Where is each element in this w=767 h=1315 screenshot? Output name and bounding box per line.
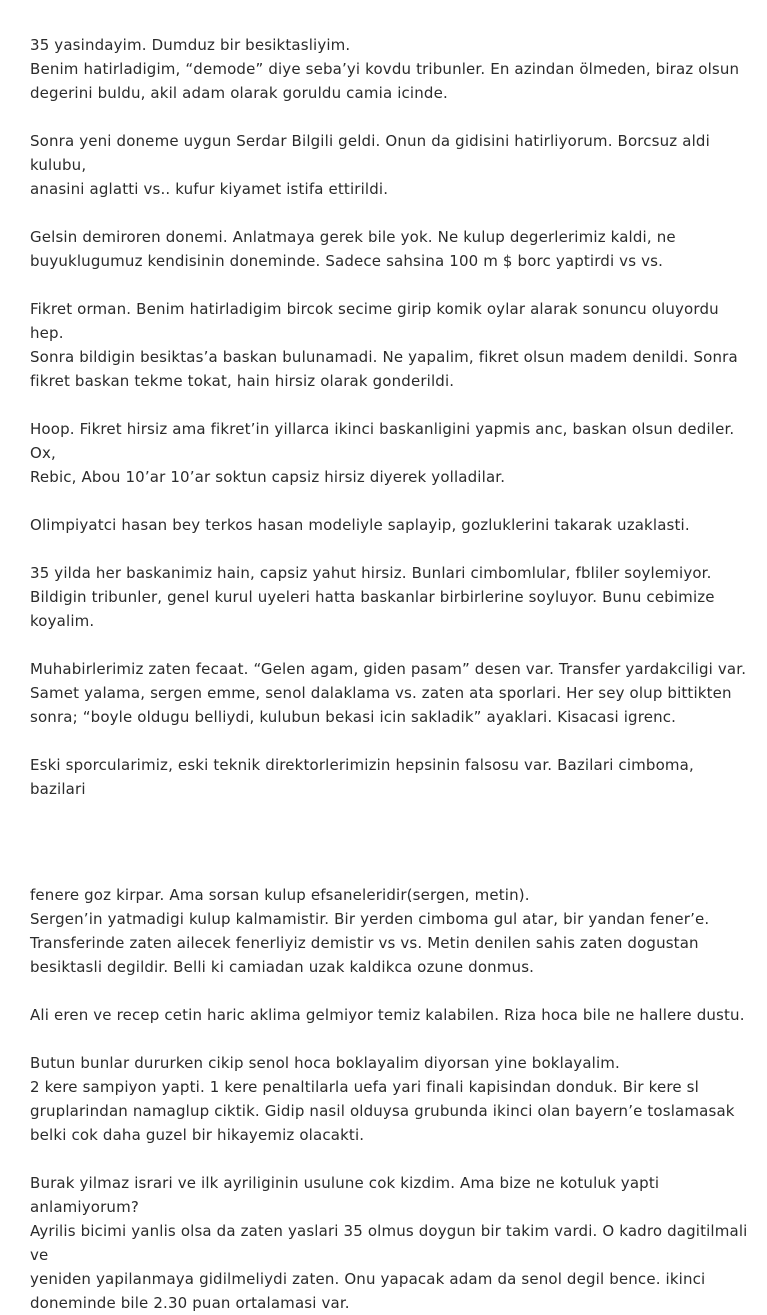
paragraph-9: Eski sporcularimiz, eski teknik direktorlerimizin hepsinin falsosu var. Bazilari cimboma, bazilari — [30, 756, 694, 798]
document-body — [30, 33, 750, 1315]
paragraph-5: Hoop. Fikret hirsiz ama fikret’in yillarca ikinci baskanligini yapmis anc, baskan olsun dediler. Ox, Rebic, Abou 10’ar 10’ar soktun capsiz hirsiz diyerek yolladilar. — [30, 420, 735, 486]
page-break-gap — [30, 801, 750, 883]
paragraph-gap — [30, 273, 750, 297]
paragraph-gap — [30, 489, 750, 513]
paragraph-gap — [30, 633, 750, 657]
paragraph-10: fenere goz kirpar. Ama sorsan kulup efsaneleridir(sergen, metin). Sergen’in yatmadigi kulup kalmamistir. Bir yerden cimboma gul atar, bir yandan fener’e. Transferinde zaten ailecek fenerliyiz demistir vs vs. Metin denilen sahis zaten dogustan besiktasli degildir. Belli ki camiadan uzak kaldikca ozune donmus. — [30, 886, 710, 976]
paragraph-6: Olimpiyatci hasan bey terkos hasan modeliyle saplayip, gozluklerini takarak uzaklasti. — [30, 516, 690, 534]
paragraph-gap — [30, 729, 750, 753]
paragraph-gap — [30, 1027, 750, 1051]
paragraph-gap — [30, 1147, 750, 1171]
paragraph-2: Sonra yeni doneme uygun Serdar Bilgili geldi. Onun da gidisini hatirliyorum. Borcsuz aldi kulubu, anasini aglatti vs.. kufur kiyamet istifa ettirildi. — [30, 132, 710, 198]
paragraph-gap — [30, 201, 750, 225]
paragraph-gap — [30, 105, 750, 129]
paragraph-1: 35 yasindayim. Dumduz bir besiktasliyim. Benim hatirladigim, “demode” diye seba’yi kovdu tribunler. En azindan ölmeden, biraz olsun degerini buldu, akil adam olarak goruldu camia icinde. — [30, 36, 740, 102]
paragraph-7: 35 yilda her baskanimiz hain, capsiz yahut hirsiz. Bunlari cimbomlular, fbliler soylemiyor. Bildigin tribunler, genel kurul uyeleri hatta baskanlar birbirlerine soyluyor. Bunu cebimize koyalim. — [30, 564, 715, 630]
paragraph-13: Burak yilmaz israri ve ilk ayriliginin usulune cok kizdim. Ama bize ne kotuluk yapti anlamiyorum? Ayrilis bicimi yanlis olsa da zaten yaslari 35 olmus doygun bir takim vardi. O kadro dagitilmali ve yeniden yapilanmaya gidilmeliydi zaten. Onu yapacak adam da senol degil bence. ikinci doneminde bile 2.30 puan ortalamasi var. — [30, 1174, 748, 1312]
paragraph-12: Butun bunlar dururken cikip senol hoca boklayalim diyorsan yine boklayalim. 2 kere sampiyon yapti. 1 kere penaltilarla uefa yari finali kapisindan donduk. Bir kere sl gruplarindan namaglup ciktik. Gidip nasil olduysa grubunda ikinci olan bayern’e toslamasak belki cok daha guzel bir hikayemiz olacakti. — [30, 1054, 735, 1144]
paragraph-4: Fikret orman. Benim hatirladigim bircok secime girip komik oylar alarak sonuncu oluyordu hep. Sonra bildigin besiktas’a baskan bulunamadi. Ne yapalim, fikret olsun madem denildi. Sonra fikret baskan tekme tokat, hain hirsiz olarak gonderildi. — [30, 300, 738, 390]
paragraph-gap — [30, 979, 750, 1003]
paragraph-3: Gelsin demiroren donemi. Anlatmaya gerek bile yok. Ne kulup degerlerimiz kaldi, ne buyuklugumuz kendisinin doneminde. Sadece sahsina 100 m $ borc yaptirdi vs vs. — [30, 228, 676, 270]
paragraph-11: Ali eren ve recep cetin haric aklima gelmiyor temiz kalabilen. Riza hoca bile ne hallere dustu. — [30, 1006, 745, 1024]
paragraph-gap — [30, 537, 750, 561]
paragraph-gap — [30, 393, 750, 417]
paragraph-8: Muhabirlerimiz zaten fecaat. “Gelen agam, giden pasam” desen var. Transfer yardakciligi var. Samet yalama, sergen emme, senol dalaklama vs. zaten ata sporlari. Her sey olup bittikten sonra; “boyle oldugu belliydi, kulubun bekasi icin sakladik” ayaklari. Kisacasi igrenc. — [30, 660, 747, 726]
